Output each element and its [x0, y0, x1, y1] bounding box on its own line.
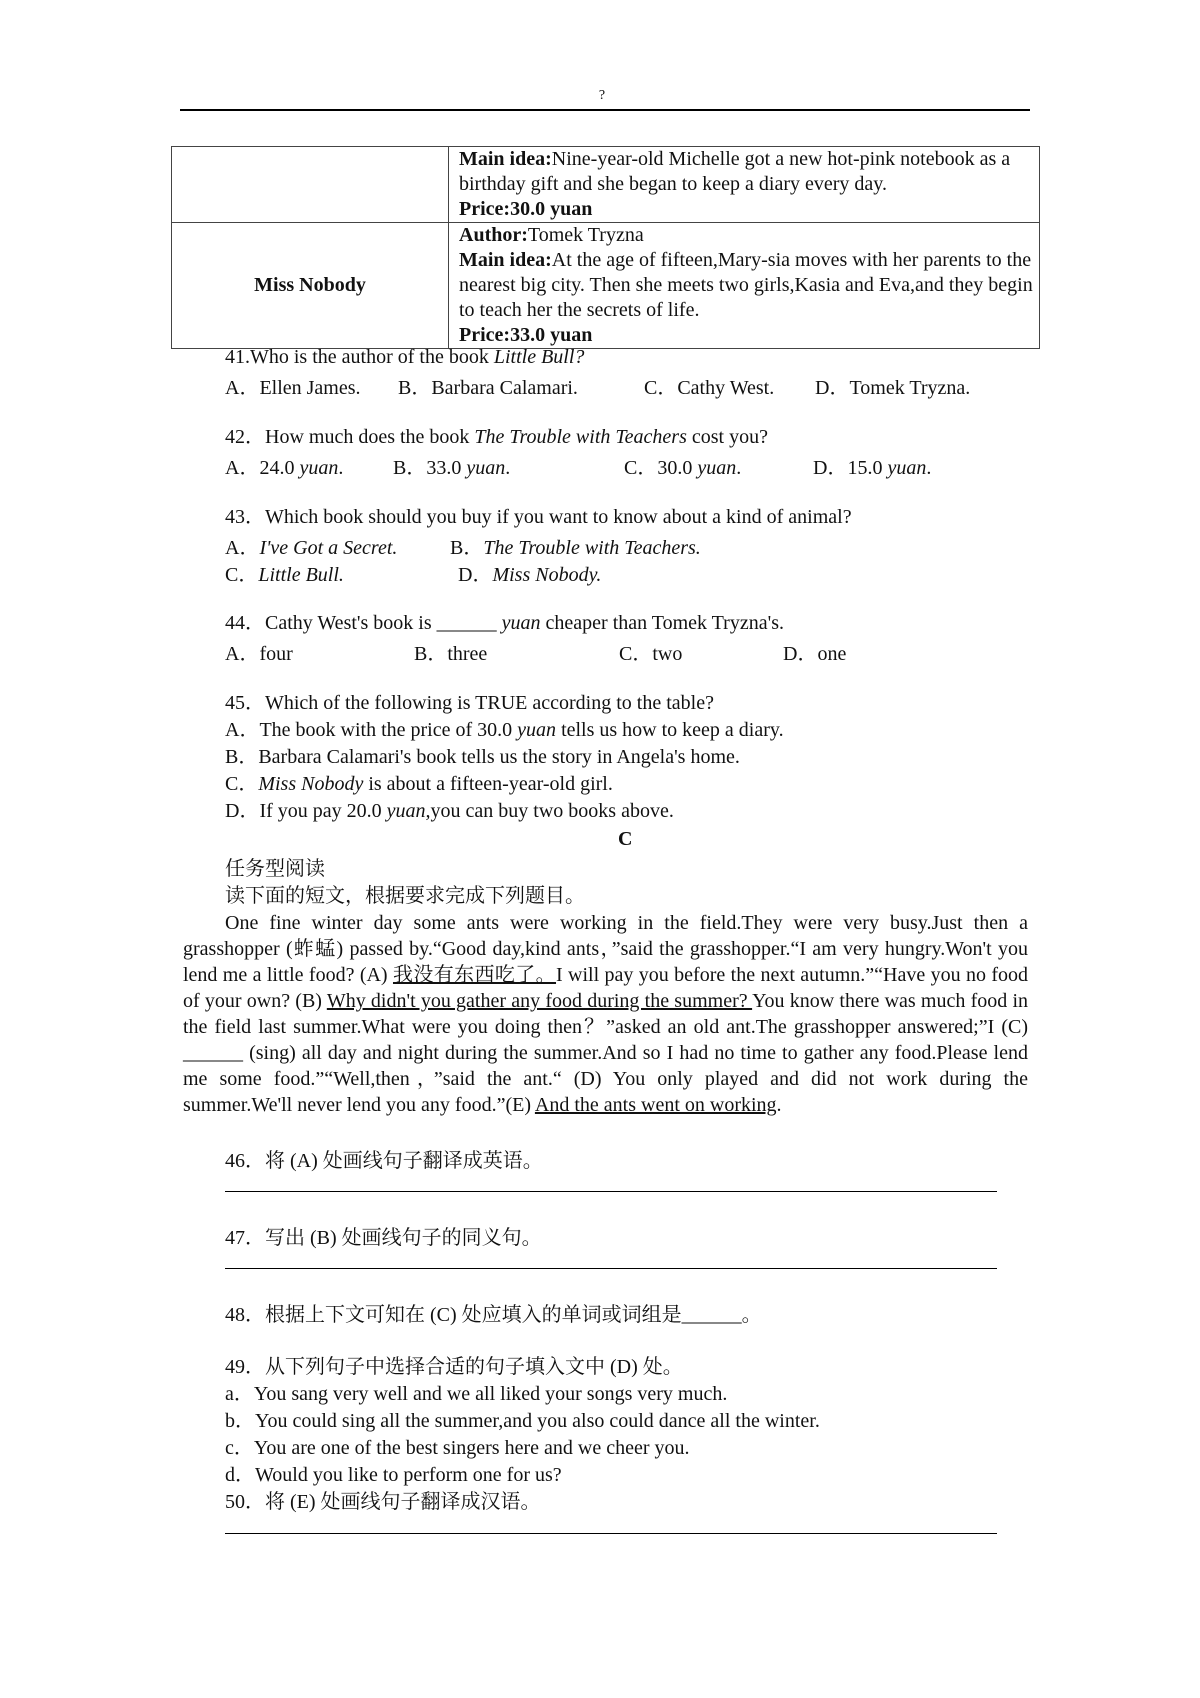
- question-49-option-d: d．Would you like to perform one for us?: [225, 1464, 562, 1486]
- passage-text: .: [776, 1094, 782, 1116]
- passage: [183, 910, 1028, 1118]
- question-49-option-a: a．You sang very well and we all liked your songs very much.: [225, 1383, 728, 1405]
- question-43-option-c: C．Little Bull.: [225, 564, 344, 586]
- question-43-option-b: B．The Trouble with Teachers.: [450, 537, 701, 559]
- question-44-option-b: B．three: [414, 643, 488, 665]
- passage-underlined-b: Why didn't you gather any food during the summer?: [326, 990, 753, 1012]
- table-row: [172, 147, 1040, 223]
- question-45-stem: 45．Which of the following is TRUE according to the table?: [225, 692, 714, 714]
- question-49-option-b: b．You could sing all the summer,and you also could dance all the winter.: [225, 1410, 820, 1432]
- question-44-option-d: D．one: [783, 643, 847, 665]
- price-value: 30.0 yuan: [510, 198, 593, 220]
- book-title-cell: [172, 147, 449, 223]
- passage-text: I will pay you before the next autumn.”“Have you no food of your own? (B): [183, 964, 1028, 1012]
- book-info-cell: [449, 223, 1040, 349]
- question-41-option-a: A．Ellen James.: [225, 377, 361, 399]
- question-43-option-a: A．I've Got a Secret.: [225, 537, 398, 559]
- book-title-cell: Miss Nobody: [172, 223, 449, 349]
- question-41-option-d: D．Tomek Tryzna.: [815, 377, 971, 399]
- question-42-option-b: B．33.0 yuan.: [393, 457, 511, 479]
- question-43-option-d: D．Miss Nobody.: [458, 564, 602, 586]
- question-42-option-d: D．15.0 yuan.: [813, 457, 932, 479]
- price-label: Price:: [459, 324, 511, 346]
- passage-text: You know there was much food in the field last summer.What were you doing then？”asked an old ant.The grasshopper answered;”I (C) ______ (sing) all day and night during the summer.And so I had no time to gather any food.Please lend me some food.”“Well,then，”said the ant.“ (D) You only played and did not work during the summer.We'll never lend you any food.”(E): [183, 990, 1029, 1116]
- section-instruction: 读下面的短文，根据要求完成下列题目。: [225, 885, 585, 907]
- question-42-option-a: A．24.0 yuan.: [225, 457, 344, 479]
- table-row: [172, 223, 1040, 349]
- question-47-stem: 47．写出 (B) 处画线句子的同义句。: [225, 1227, 542, 1249]
- question-44-option-a: A．four: [225, 643, 293, 665]
- section-heading: 任务型阅读: [225, 858, 325, 880]
- main-idea-label: Main idea:: [459, 148, 552, 170]
- question-46-stem: 46．将 (A) 处画线句子翻译成英语。: [225, 1150, 543, 1172]
- price-label: Price:: [459, 198, 511, 220]
- question-41-option-c: C．Cathy West.: [644, 377, 775, 399]
- question-45-option-d: D．If you pay 20.0 yuan,you can buy two books above.: [225, 800, 674, 822]
- question-45-option-c: C．Miss Nobody is about a fifteen-year-old girl.: [225, 773, 613, 795]
- question-42-stem: 42．How much does the book The Trouble with Teachers cost you?: [225, 426, 768, 448]
- passage-underlined-e: And the ants went on working: [534, 1094, 777, 1116]
- main-idea-text: At the age of fifteen,Mary-sia moves with her parents to the nearest big city. Then she meets two girls,Kasia and Eva,and they begin to teach her the secrets of life.: [459, 249, 1033, 321]
- question-49-option-c: c．You are one of the best singers here and we cheer you.: [225, 1437, 690, 1459]
- question-50-stem: 50．将 (E) 处画线句子翻译成汉语。: [225, 1491, 541, 1513]
- book-table: [171, 146, 1040, 349]
- author-label: Author:: [459, 224, 528, 246]
- header-mark: ?: [598, 88, 606, 103]
- question-41-stem: 41.Who is the author of the book Little Bull?: [225, 346, 585, 368]
- question-42-option-c: C．30.0 yuan.: [624, 457, 742, 479]
- question-45-option-b: B．Barbara Calamari's book tells us the story in Angela's home.: [225, 746, 740, 768]
- header-rule: [180, 109, 1030, 111]
- answer-line: [225, 1268, 997, 1269]
- author-name: Tomek Tryzna: [527, 224, 644, 246]
- passage-underlined-a: 我没有东西吃了。: [392, 964, 557, 986]
- passage-text: One fine winter day some ants were working in the field.They were very busy.Just then a grasshopper (蚱蜢) passed by.“Good day,kind ants，”said the grasshopper.“I am very hungry.Won't you lend me a little food? (A): [183, 912, 1028, 986]
- main-idea-text: Nine-year-old Michelle got a new hot-pink notebook as a birthday gift and she began to keep a diary every day.: [459, 148, 1011, 195]
- answer-line: [225, 1533, 997, 1534]
- question-44-option-c: C．two: [619, 643, 683, 665]
- section-letter: C: [618, 828, 633, 850]
- question-48-stem: 48．根据上下文可知在 (C) 处应填入的单词或词组是______。: [225, 1304, 762, 1326]
- question-44-stem: 44．Cathy West's book is ______ yuan cheaper than Tomek Tryzna's.: [225, 612, 784, 634]
- question-49-stem: 49．从下列句子中选择合适的句子填入文中 (D) 处。: [225, 1356, 683, 1378]
- answer-line: [225, 1191, 997, 1192]
- price-value: 33.0 yuan: [510, 324, 593, 346]
- question-43-stem: 43．Which book should you buy if you want to know about a kind of animal?: [225, 506, 852, 528]
- book-info-cell: [449, 147, 1040, 223]
- question-45-option-a: A．The book with the price of 30.0 yuan tells us how to keep a diary.: [225, 719, 784, 741]
- main-idea-label: Main idea:: [459, 249, 552, 271]
- question-41-option-b: B．Barbara Calamari.: [398, 377, 578, 399]
